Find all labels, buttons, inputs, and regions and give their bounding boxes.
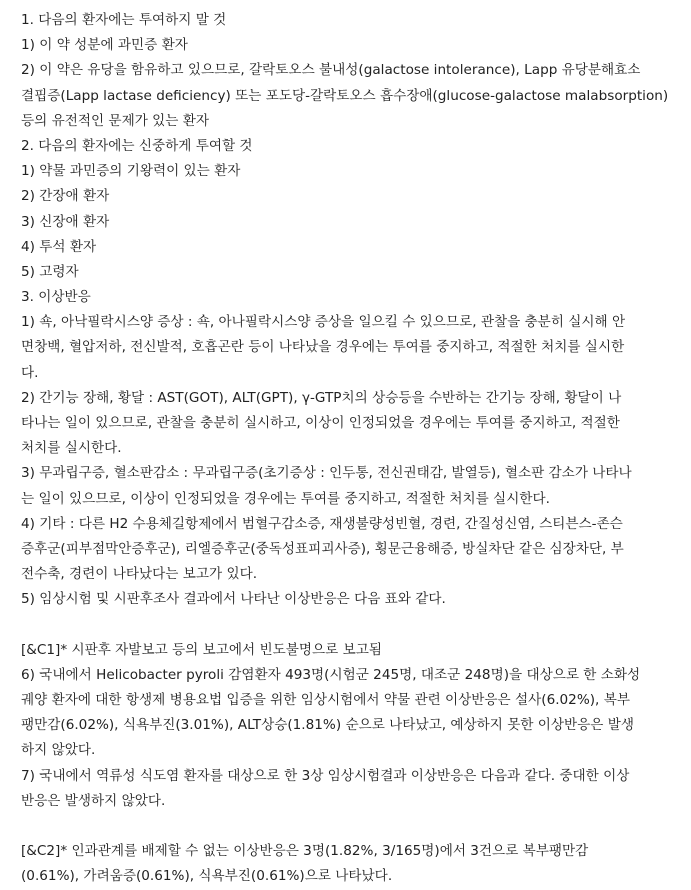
- text-line: 1. 다음의 환자에는 투여하지 말 것: [21, 12, 227, 28]
- text-line: 4) 기타 : 다른 H2 수용체길항제에서 범혈구감소증, 재생불량성빈혈, 경련, 간질성신염, 스티븐스-존슨: [21, 515, 623, 532]
- text-line: 5) 고령자: [21, 263, 79, 280]
- text-line: 전수축, 경련이 나타났다는 보고가 있다.: [21, 566, 258, 583]
- text-line: 2) 간장애 환자: [21, 188, 110, 205]
- text-line: 결핍증(Lapp lactase deficiency) 또는 포도당-갈락토오스 흡수장애(glucose-galactose malabsorption): [21, 87, 669, 104]
- text-line: 처치를 실시한다.: [21, 440, 122, 457]
- text-line: 등의 유전적인 문제가 있는 환자: [21, 112, 209, 129]
- text-line: [&C1]* 시판후 자발보고 등의 보고에서 빈도불명으로 보고됨: [21, 641, 382, 658]
- text-line: 팽만감(6.02%), 식욕부진(3.01%), ALT상승(1.81%) 순으로 나타났고, 예상하지 못한 이상반응은 발생: [21, 717, 635, 734]
- text-line: 1) 약물 과민증의 기왕력이 있는 환자: [21, 163, 241, 180]
- text-line: 1) 쇽, 아낙필락시스양 증상 : 쇽, 아나필락시스양 증상을 일으킬 수 있으므로, 관찰을 충분히 실시해 안: [21, 314, 626, 331]
- blank-line: [21, 613, 679, 638]
- text-line: (0.61%), 가려움증(0.61%), 식욕부진(0.61%)으로 나타났다.: [21, 868, 393, 885]
- text-line: 6) 국내에서 Helicobacter pyroli 감염환자 493명(시험군 245명, 대조군 248명)을 대상으로 한 소화성: [21, 666, 641, 683]
- text-line: 3) 신장애 환자: [21, 213, 110, 230]
- text-line: 반응은 발생하지 않았다.: [21, 792, 166, 809]
- text-line: 2) 간기능 장해, 황달 : AST(GOT), ALT(GPT), γ-GTP치의 상승등을 수반하는 간기능 장해, 황달이 나: [21, 389, 622, 406]
- text-line: 면창백, 혈압저하, 전신발적, 호흡곤란 등이 나타났을 경우에는 투여를 중지하고, 적절한 처치를 실시한: [21, 339, 625, 356]
- text-line: 증후군(피부점막안증후군), 리엘증후군(중독성표피괴사증), 횡문근융해증, 방실차단 같은 심장차단, 부: [21, 540, 624, 557]
- text-line: 하지 않았다.: [21, 742, 96, 759]
- text-line: 다.: [21, 364, 39, 381]
- text-line: 5) 임상시험 및 시판후조사 결과에서 나타난 이상반응은 다음 표와 같다.: [21, 591, 446, 608]
- text-line: 2) 이 약은 유당을 함유하고 있으므로, 갈락토오스 불내성(galactose intolerance), Lapp 유당분해효소: [21, 62, 641, 79]
- blank-line: [21, 814, 679, 839]
- text-line: 7) 국내에서 역류성 식도염 환자를 대상으로 한 3상 임상시험결과 이상반응은 다음과 같다. 중대한 이상: [21, 767, 630, 784]
- text-line: 4) 투석 환자: [21, 238, 97, 255]
- text-line: 3) 무과립구증, 혈소판감소 : 무과립구증(초기증상 : 인두통, 전신권태감, 발열등), 혈소판 감소가 나타나: [21, 465, 632, 482]
- text-line: [&C2]* 인과관계를 배제할 수 없는 이상반응은 3명(1.82%, 3/165명)에서 3건으로 복부팽만감: [21, 843, 589, 860]
- text-line: 타나는 일이 있으므로, 관찰을 충분히 실시하고, 이상이 인정되었을 경우에는 투여를 중지하고, 적절한: [21, 415, 620, 431]
- text-line: 1) 이 약 성분에 과민증 환자: [21, 37, 188, 54]
- text-line: 는 일이 있으므로, 이상이 인정되었을 경우에는 투여를 중지하고, 적절한 처치를 실시한다.: [21, 490, 550, 507]
- text-line: 궤양 환자에 대한 항생제 병용요법 입증을 위한 임상시험에서 약물 관련 이상반응은 설사(6.02%), 복부: [21, 692, 630, 709]
- text-line: 2. 다음의 환자에는 신중하게 투여할 것: [21, 137, 253, 154]
- text-line: 3. 이상반응: [21, 289, 91, 306]
